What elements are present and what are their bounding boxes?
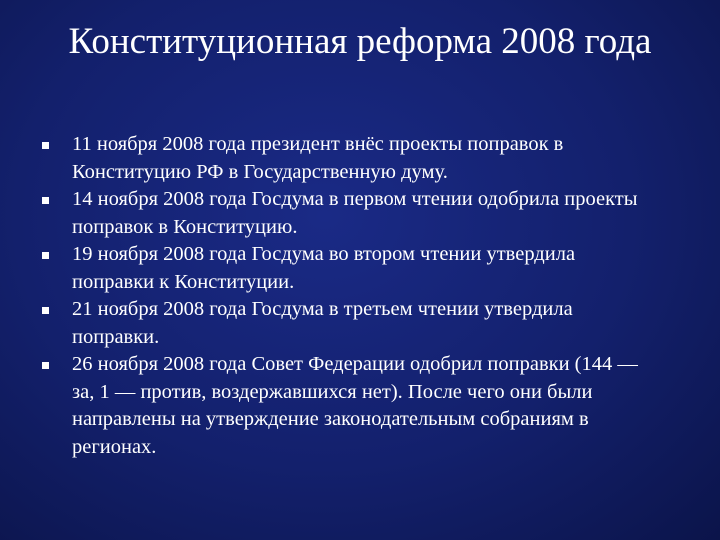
square-bullet-icon [42, 307, 49, 314]
square-bullet-icon [42, 197, 49, 204]
bullet-item [42, 241, 662, 296]
slide-title: Конституционная реформа 2008 года [68, 21, 652, 62]
bullet-text: 21 ноября 2008 года Госдума в третьем чтении утвердила поправки. [72, 298, 573, 348]
bullet-text: 14 ноября 2008 года Госдума в первом чтении одобрила проекты поправок в Конституцию. [72, 188, 638, 238]
bullet-list [42, 131, 662, 461]
bullet-text: 19 ноября 2008 года Госдума во втором чтении утвердила поправки к Конституции. [72, 243, 576, 293]
square-bullet-icon [42, 362, 49, 369]
bullet-text: 26 ноября 2008 года Совет Федерации одобрил поправки (144 — за, 1 — против, воздержавшихся нет). После чего они были направлены на утверждение законодательным собраниям в регионах. [72, 353, 638, 458]
bullet-item [42, 131, 662, 186]
square-bullet-icon [42, 252, 49, 259]
square-bullet-icon [42, 142, 49, 149]
bullet-item [42, 351, 662, 461]
bullet-item [42, 296, 662, 351]
bullet-item [42, 186, 662, 241]
bullet-text: 11 ноября 2008 года президент внёс проекты поправок в Конституцию РФ в Государственную думу. [72, 133, 564, 183]
